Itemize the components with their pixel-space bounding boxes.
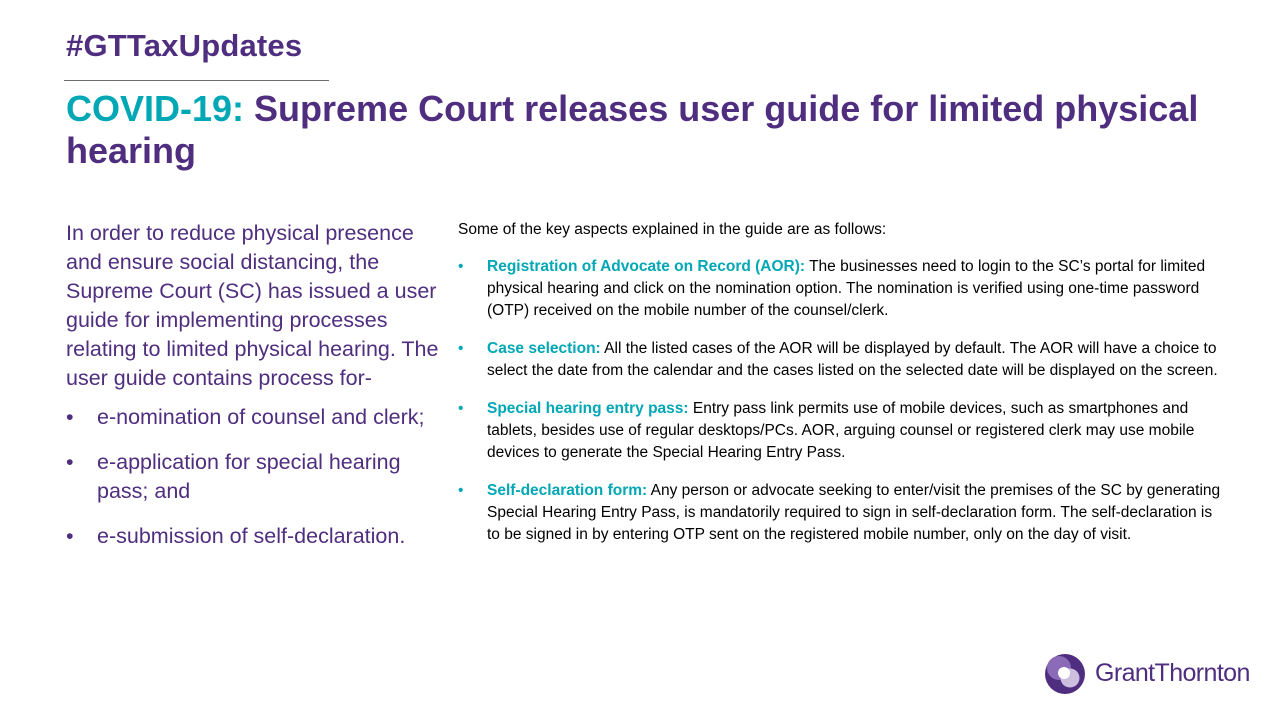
bullet-icon: • xyxy=(66,405,74,429)
grant-thornton-logo-icon xyxy=(1043,652,1087,696)
summary-paragraph: In order to reduce physical presence and ensure social distancing, the Supreme Court (SC) has issued a user guide for implementing processes relating to limited physical hearing. The user guide contains process for- xyxy=(66,221,439,390)
summary-column xyxy=(66,219,446,567)
grant-thornton-logo xyxy=(1043,652,1268,696)
title-text: Supreme Court releases user guide for limited physical hearing xyxy=(66,88,1199,171)
brand-name: GrantThornton xyxy=(1095,659,1250,687)
list-item xyxy=(458,338,1228,382)
list-item xyxy=(458,480,1228,546)
list-item xyxy=(458,398,1228,464)
bullet-icon: • xyxy=(458,340,464,357)
bullet-icon: • xyxy=(458,400,464,417)
list-item-text: e-application for special hearing pass; and xyxy=(97,450,401,503)
bullet-icon: • xyxy=(458,258,464,275)
list-item-text: e-submission of self-declaration. xyxy=(97,524,406,548)
bullet-icon: • xyxy=(66,524,74,548)
aspect-term: Special hearing entry pass: xyxy=(487,400,689,417)
bullet-icon: • xyxy=(458,482,464,499)
aspect-text: Any person or advocate seeking to enter/visit the premises of the SC by generating Special Hearing Entry Pass, is mandatorily required to sign in self-declaration form. The self-declaration is to be signed in by entering OTP sent on the registered mobile number, only on the day of visit. xyxy=(487,482,1221,543)
aspect-term: Self-declaration form: xyxy=(487,482,648,499)
aspect-text: The businesses need to login to the SC’s portal for limited physical hearing and click on the nomination option. The nomination is verified using one-time password (OTP) received on the mobile number of the counsel/clerk. xyxy=(487,258,1206,319)
hashtag-heading: #GTTaxUpdates xyxy=(66,28,303,63)
list-item xyxy=(66,448,446,506)
list-item xyxy=(458,256,1228,322)
aspect-term: Case selection: xyxy=(487,340,601,357)
bullet-icon: • xyxy=(66,450,74,474)
aspect-term: Registration of Advocate on Record (AOR): xyxy=(487,258,806,275)
key-aspects-intro: Some of the key aspects explained in the guide are as follows: xyxy=(458,221,887,238)
list-item-text: e-nomination of counsel and clerk; xyxy=(97,405,425,429)
list-item xyxy=(66,522,446,551)
page-title xyxy=(66,88,1216,172)
key-aspects-list xyxy=(458,256,1228,546)
process-list xyxy=(66,403,446,551)
aspect-text: Entry pass link permits use of mobile devices, such as smartphones and tablets, besides use of regular desktops/PCs. AOR, arguing counsel or registered clerk may use mobile devices to generate the Special Hearing Entry Pass. xyxy=(487,400,1195,461)
aspect-text: All the listed cases of the AOR will be displayed by default. The AOR will have a choice to select the date from the calendar and the cases listed on the selected date will be displayed on the screen. xyxy=(487,340,1218,379)
header-divider xyxy=(64,80,329,81)
key-aspects-column xyxy=(458,219,1228,562)
list-item xyxy=(66,403,446,432)
title-prefix: COVID-19: xyxy=(66,88,245,129)
